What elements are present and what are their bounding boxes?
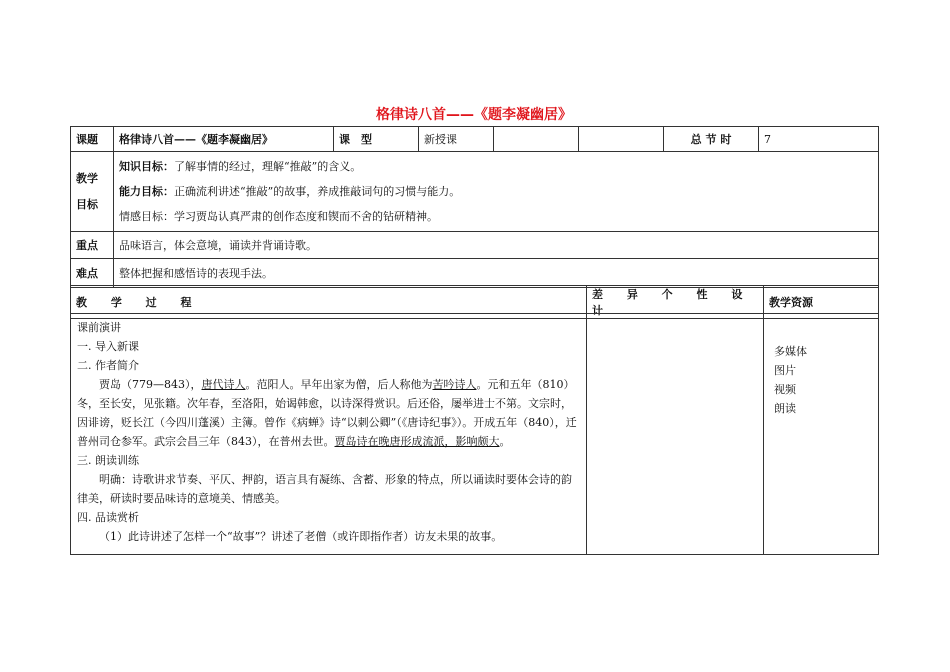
process-body-row [71,314,879,555]
resource-item: 视频 [774,383,796,396]
author-bio: 贾岛（779—843），唐代诗人。范阳人。早年出家为僧，后人称他为苦吟诗人。元和五年（810）冬，至长安，见张籍。次年春，至洛阳，始谒韩愈，以诗深得赏识。后还俗，屡举进士不第。文宗时，因诽谤，贬长江（今四川蓬溪）主簿。曾作《病蝉》诗“以刺公卿”（《唐诗纪事》）。开成五年（840），迁普州司仓参军。武宗会昌三年（843），在普州去世。贾岛诗在晚唐形成流派，影响颇大。 [77,378,577,448]
document-title: 格律诗八首——《题李凝幽居》 [376,107,572,123]
resource-item: 朗读 [774,402,796,415]
process-line: 课前演讲 [77,321,121,334]
resources-header: 教学资源 [764,286,879,319]
reading-note: 明确：诗歌讲求节奏、平仄、押韵，语言具有凝练、含蓄、形象的特点，所以诵读时要体会诗的韵律美，研读时要品味诗的意境美、情感美。 [77,473,572,505]
course-label: 课题 [71,127,114,152]
difficulty-row [71,259,879,288]
key-point-label: 重点 [71,232,114,259]
difference-content [587,314,764,555]
process-line: 二. 作者简介 [77,359,139,372]
process-content [71,314,587,555]
process-line: 一. 导入新课 [77,340,139,353]
process-line: 四. 品读赏析 [77,511,139,524]
header-row [71,127,879,152]
process-body-table [70,313,879,555]
type-value: 新授课 [419,127,494,152]
total-label: 总 节 时 [664,127,759,152]
objectives-label: 教学 目标 [71,152,114,232]
resources-content [764,314,879,555]
course-value: 格律诗八首——《题李凝幽居》 [114,127,334,152]
total-value: 7 [759,127,879,152]
key-point-text: 品味语言，体会意境，诵读并背诵诗歌。 [114,232,879,259]
difficulty-label: 难点 [71,259,114,288]
objectives-row [71,152,879,232]
key-point-row [71,232,879,259]
process-header: 教 学 过 程 [71,286,587,319]
knowledge-objective: 知识目标：了解事情的经过，理解“推敲”的含义。 [119,160,362,173]
process-line: （1）此诗讲述了怎样一个“故事”？讲述了老僧（或许即指作者）访友未果的故事。 [99,530,503,543]
ability-objective: 能力目标：正确流利讲述“推敲”的故事，养成推敲词句的习惯与能力。 [119,185,461,198]
lesson-info-table [70,126,879,288]
objectives-content [114,152,879,232]
empty-cell [579,127,664,152]
empty-cell [494,127,579,152]
resource-item: 图片 [774,364,796,377]
difficulty-text: 整体把握和感悟诗的表现手法。 [114,259,879,288]
type-label: 课 型 [334,127,419,152]
process-line: 三. 朗读训练 [77,454,139,467]
resource-item: 多媒体 [774,345,807,358]
difference-header: 差 异 个 性 设 计 [587,286,764,319]
emotion-objective: 情感目标：学习贾岛认真严肃的创作态度和锲而不舍的钻研精神。 [119,210,438,223]
